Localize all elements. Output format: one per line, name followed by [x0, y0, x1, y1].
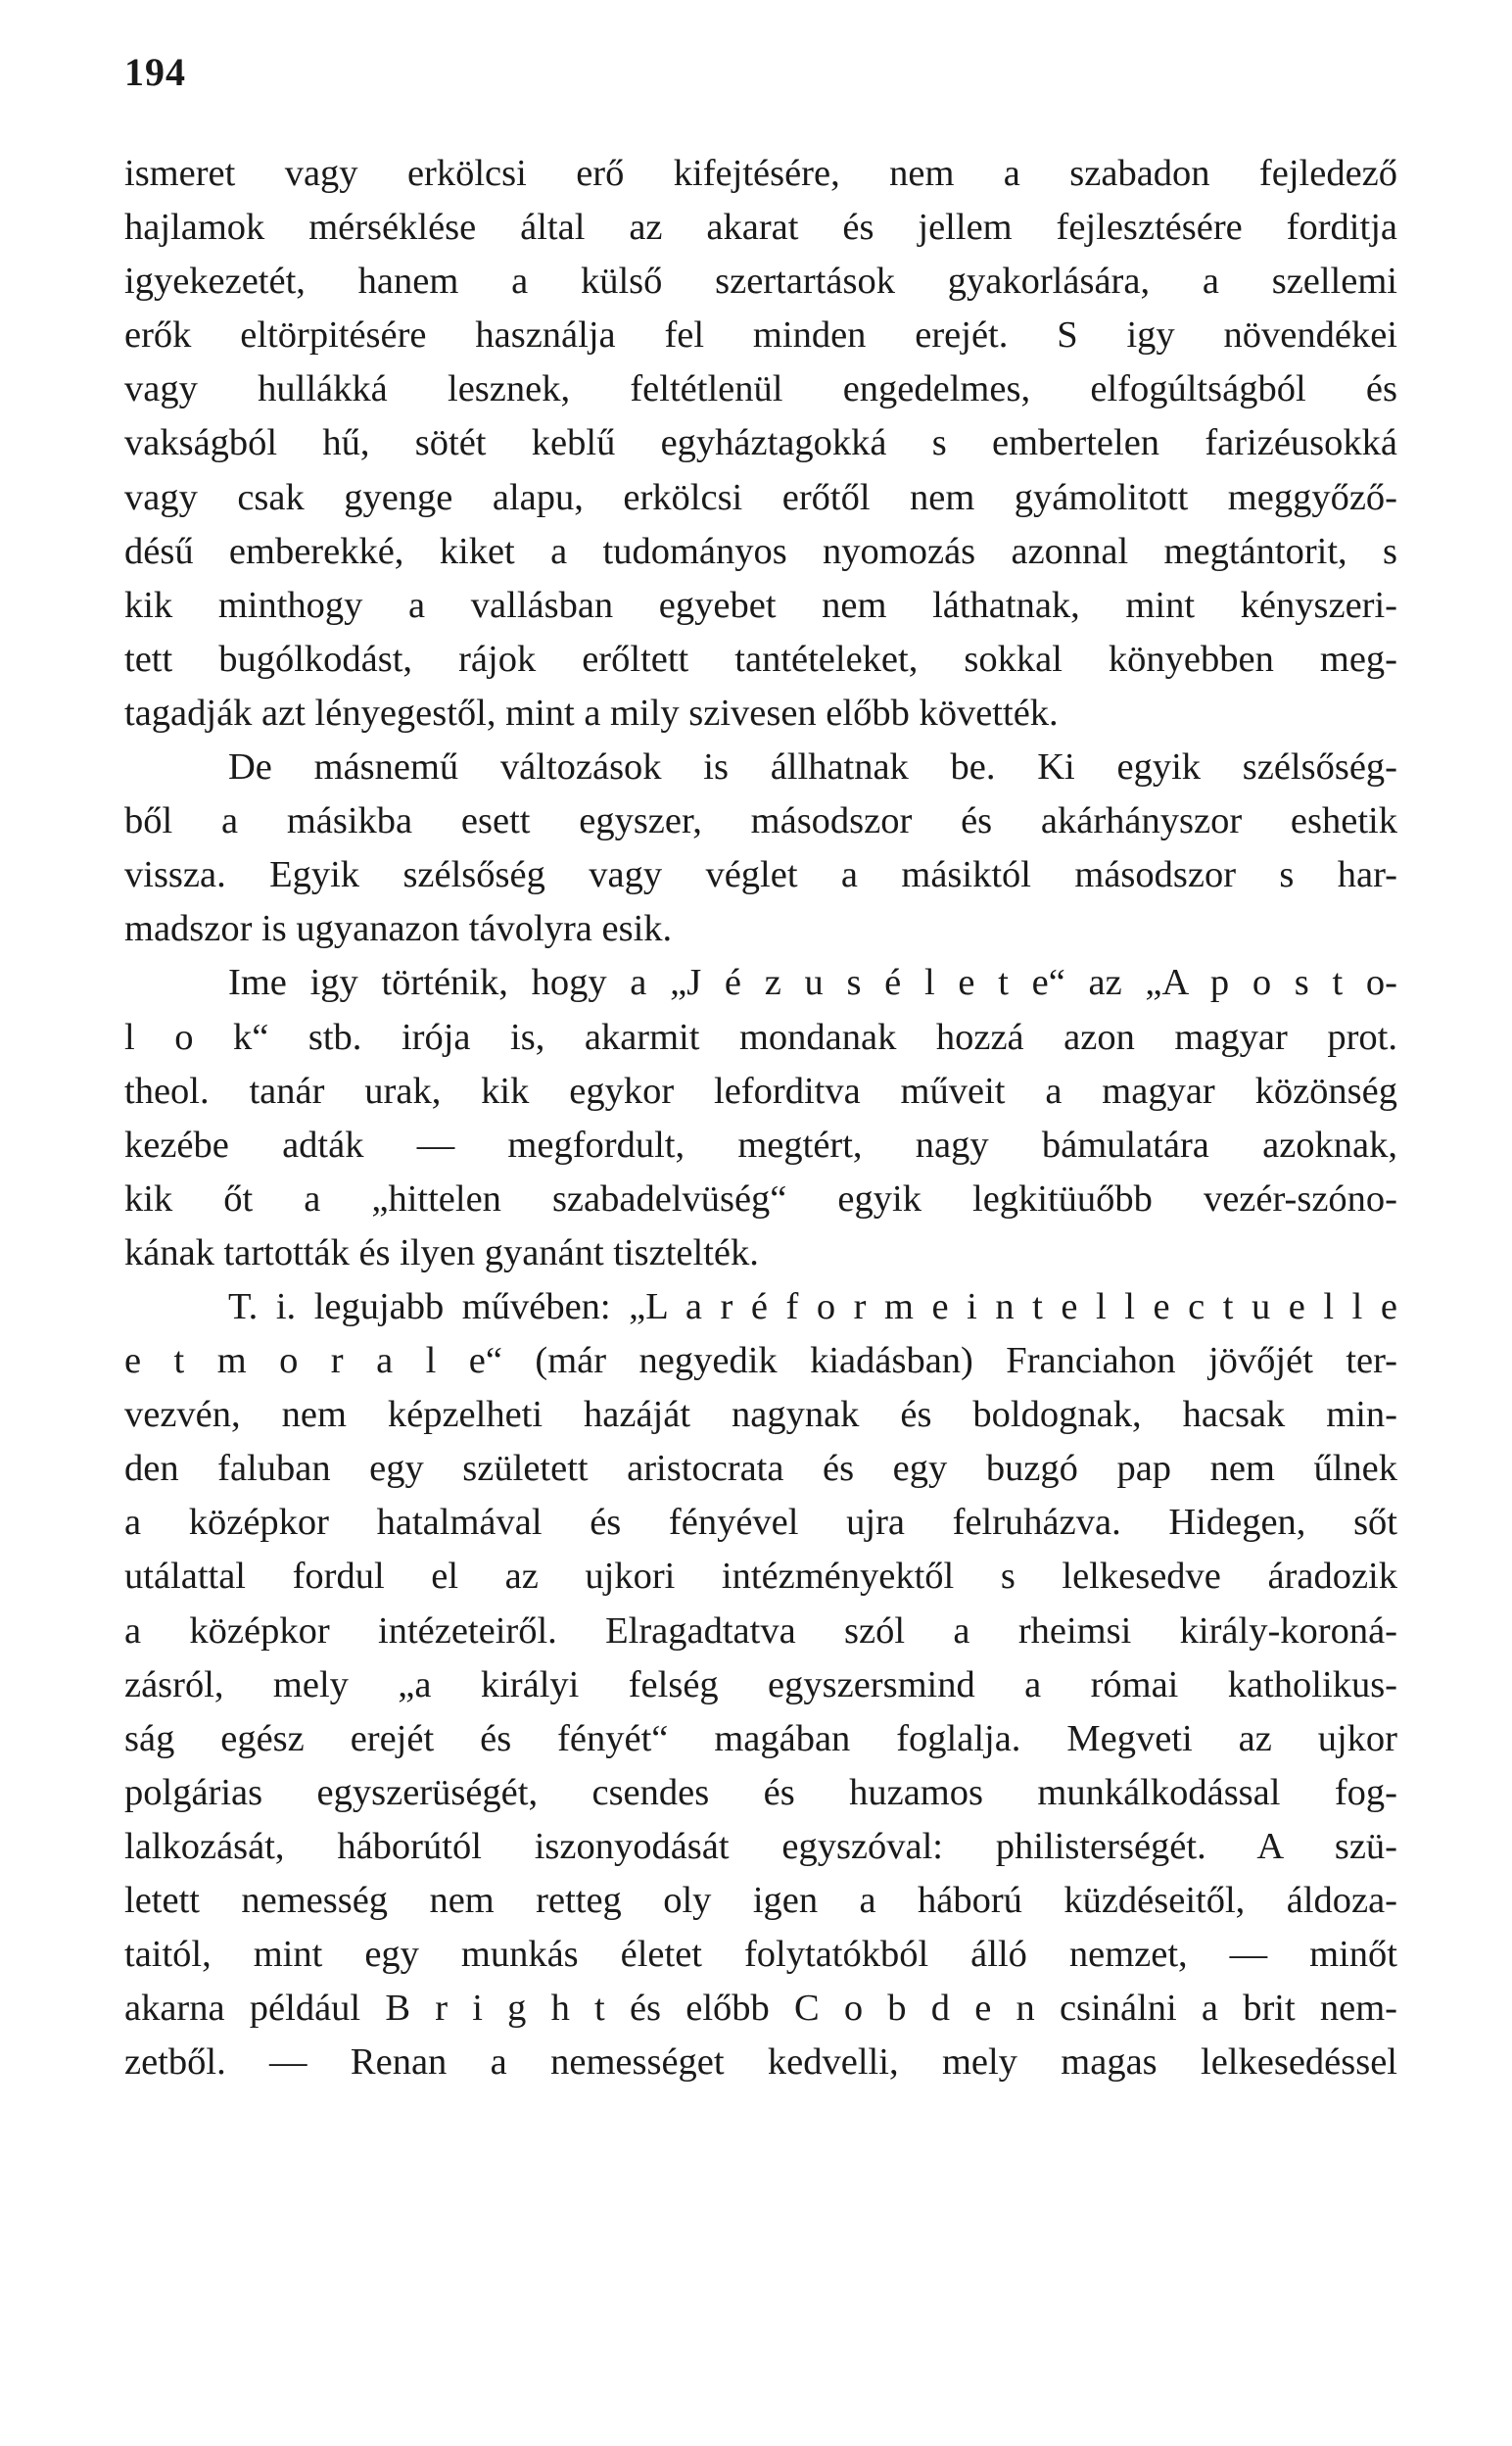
text-line: Ime igy történik, hogy a „J é z u s é l e t e“ az „A p o s t o-: [228, 962, 1397, 1004]
text-line: erők eltörpitésére használja fel minden erejét. S igy növendékei: [124, 314, 1397, 357]
text-line: letett nemesség nem retteg oly igen a háború küzdéseitől, áldoza-: [124, 1880, 1397, 1921]
text-line: hajlamok mérséklése által az akarat és jellem fejlesztésére forditja: [124, 207, 1397, 249]
text-line: akarna például B r i g h t és előbb C o b d e n csinálni a brit nem-: [124, 1988, 1397, 2030]
text-line: kezébe adták — megfordult, megtért, nagy bámulatára azoknak,: [124, 1124, 1397, 1166]
page-number: 194: [124, 50, 186, 94]
text-line: De másnemű változások is állhatnak be. Ki egyik szélsőség-: [228, 746, 1397, 789]
text-line: tett bugólkodást, rájok erőltett tantételeket, sokkal könyebben meg-: [124, 638, 1397, 680]
body-text: [124, 147, 1397, 2089]
text-line: vagy csak gyenge alapu, erkölcsi erőtől nem gyámolitott meggyőző-: [124, 476, 1397, 518]
text-line: l o k“ stb. irója is, akarmit mondanak hozzá azon magyar prot.: [124, 1016, 1397, 1058]
text-line: ismeret vagy erkölcsi erő kifejtésére, nem a szabadon fejledező: [124, 153, 1397, 194]
text-line: zetből. — Renan a nemességet kedvelli, mely magas lelkesedéssel: [124, 2041, 1397, 2084]
text-line: den faluban egy született aristocrata és egy buzgó pap nem űlnek: [124, 1448, 1397, 1490]
text-line: a középkor intézeteiről. Elragadtatva szól a rheimsi király-koroná-: [124, 1609, 1397, 1652]
text-line: lalkozását, háborútól iszonyodását egyszóval: philisterségét. A szü-: [124, 1825, 1397, 1867]
text-line: polgárias egyszerüségét, csendes és huzamos munkálkodással fog-: [124, 1771, 1397, 1813]
text-line: theol. tanár urak, kik egykor leforditva műveit a magyar közönség: [124, 1070, 1397, 1112]
text-line: zásról, mely „a királyi felség egyszersmind a római katholikus-: [124, 1663, 1397, 1705]
text-line: T. i. legujabb művében: „L a r é f o r m e i n t e l l e c t u e l l e: [228, 1285, 1397, 1327]
text-line: vezvén, nem képzelheti hazáját nagynak és boldognak, hacsak min-: [124, 1394, 1397, 1436]
text-line: ből a másikba esett egyszer, másodszor és akárhányszor eshetik: [124, 800, 1397, 842]
text-line: kik őt a „hittelen szabadelvüség“ egyik legkitüuőbb vezér-szóno-: [124, 1177, 1397, 1220]
text-line: kának tartották és ilyen gyanánt tisztelték.: [124, 1231, 759, 1273]
text-line: vissza. Egyik szélsőség vagy véglet a másiktól másodszor s har-: [124, 854, 1397, 896]
text-line: taitól, mint egy munkás életet folytatókból álló nemzet, — minőt: [124, 1934, 1397, 1976]
text-line: madszor is ugyanazon távolyra esik.: [124, 908, 673, 950]
text-line: e t m o r a l e“ (már negyedik kiadásban) Franciahon jövőjét ter-: [124, 1340, 1397, 1382]
text-line: tagadják azt lényegestől, mint a mily szivesen előbb követték.: [124, 692, 1059, 734]
text-line: ság egész erejét és fényét“ magában foglalja. Megveti az ujkor: [124, 1717, 1397, 1759]
text-line: vagy hullákká lesznek, feltétlenül engedelmes, elfogúltságból és: [124, 368, 1397, 410]
text-line: utálattal fordul el az ujkori intézményektől s lelkesedve áradozik: [124, 1556, 1397, 1598]
text-line: a középkor hatalmával és fényével ujra felruházva. Hidegen, sőt: [124, 1502, 1397, 1544]
text-line: kik minthogy a vallásban egyebet nem láthatnak, mint kényszeri-: [124, 584, 1397, 626]
text-line: désű emberekké, kiket a tudományos nyomozás azonnal megtántorit, s: [124, 530, 1397, 572]
text-line: igyekezetét, hanem a külső szertartások gyakorlására, a szellemi: [124, 261, 1397, 303]
text-line: vakságból hű, sötét keblű egyháztagokká s embertelen farizéusokká: [124, 422, 1397, 464]
